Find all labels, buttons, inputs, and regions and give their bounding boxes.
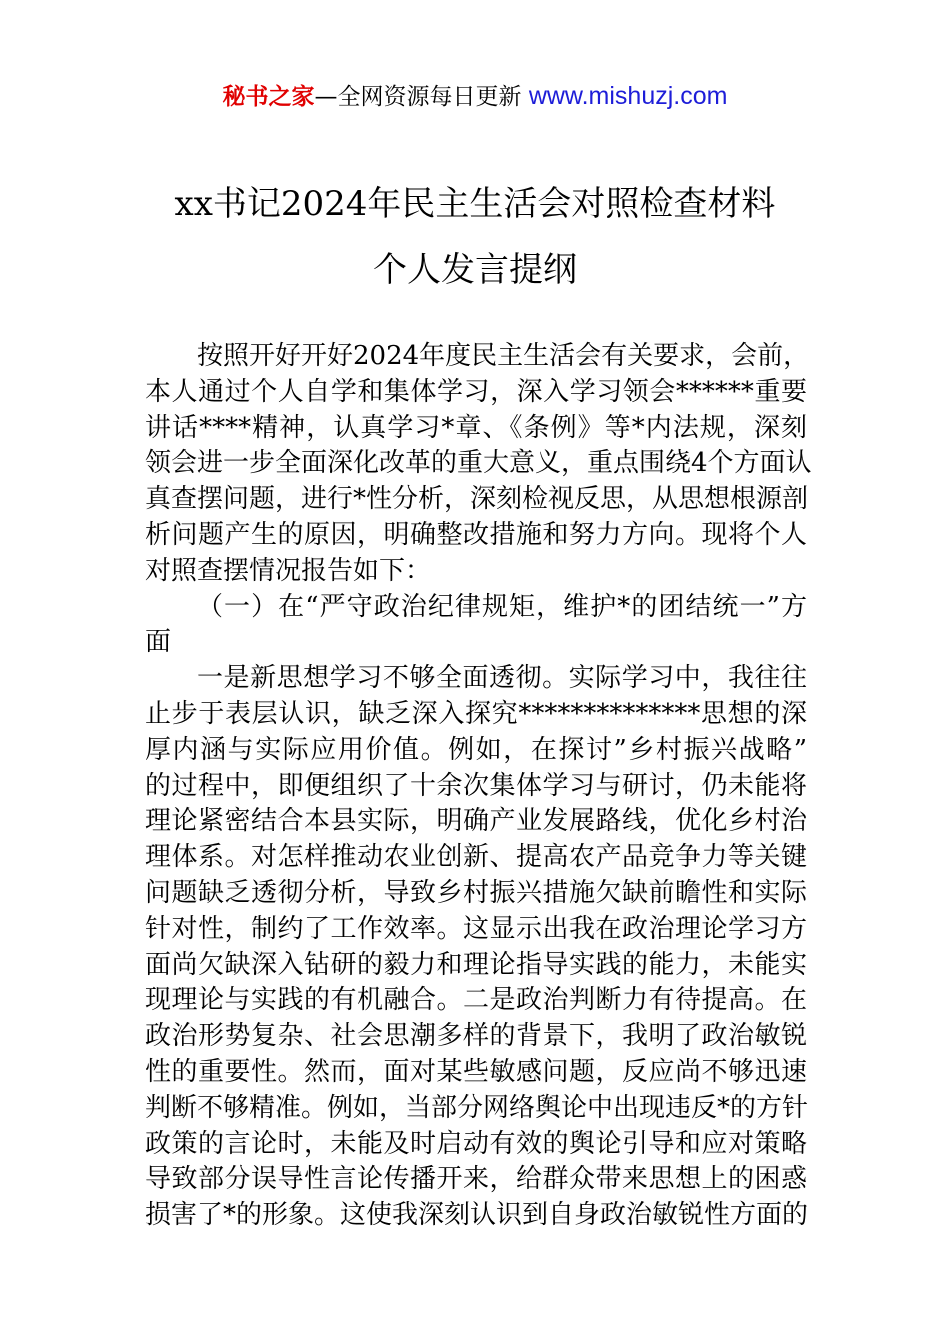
document-title: xx书记2024年民主生活会对照检查材料	[174, 184, 776, 224]
document-subtitle: 个人发言提纲	[373, 250, 577, 290]
body-line: 政治形势复杂、社会思潮多样的背景下，我明了政治敏锐	[145, 1021, 807, 1052]
site-banner	[0, 80, 950, 113]
body-line: 一是新思想学习不够全面透彻。实际学习中，我往往	[197, 663, 807, 694]
body-line: 性的重要性。然而，面对某些敏感问题，反应尚不够迅速	[145, 1056, 807, 1087]
body-line: 判断不够精准。例如，当部分网络舆论中出现违反*的方针	[145, 1092, 809, 1123]
body-line: 讲话****精神，认真学习*章、《条例》等*内法规，深刻	[145, 412, 807, 443]
body-line: 按照开好开好2024年度民主生活会有关要求，会前，	[197, 341, 810, 371]
body-line: 领会进一步全面深化改革的重大意义，重点围绕4个方面认	[145, 448, 812, 479]
body-line: 对照查摆情况报告如下：	[145, 555, 432, 586]
site-brand[interactable]: 秘书之家	[222, 84, 315, 110]
body-line: 析问题产生的原因，明确整改措施和努力方向。现将个人	[145, 519, 807, 550]
body-line: 本人通过个人自学和集体学习，深入学习领会******重要	[145, 376, 807, 407]
body-line: 理论紧密结合本县实际，明确产业发展路线，优化乡村治	[145, 806, 807, 837]
section-heading-continued: 面	[145, 627, 172, 658]
document-body	[145, 339, 812, 1234]
body-line: 损害了*的形象。这使我深刻认识到自身政治敏锐性方面的	[145, 1200, 809, 1231]
site-url-link[interactable]: www.mishuzj.com	[528, 82, 728, 110]
body-line: 针对性，制约了工作效率。这显示出我在政治理论学习方	[145, 913, 807, 944]
site-tagline: —全网资源每日更新	[314, 84, 522, 110]
section-heading: （一）在“严守政治纪律规矩，维护*的团结统一”方	[197, 591, 807, 622]
body-line: 问题缺乏透彻分析，导致乡村振兴措施欠缺前瞻性和实际	[145, 877, 807, 908]
body-line: 理体系。对怎样推动农业创新、提高农产品竞争力等关键	[145, 842, 807, 873]
body-line: 真查摆问题，进行*性分析，深刻检视反思，从思想根源剖	[145, 484, 809, 515]
body-line: 导致部分误导性言论传播开来，给群众带来思想上的困惑	[145, 1164, 807, 1195]
body-line: 政策的言论时，未能及时启动有效的舆论引导和应对策略	[145, 1128, 807, 1159]
body-line: 现理论与实践的有机融合。二是政治判断力有待提高。在	[145, 985, 807, 1016]
body-line: 厚内涵与实际应用价值。例如，在探讨”乡村振兴战略”	[145, 734, 807, 765]
body-line: 面尚欠缺深入钻研的毅力和理论指导实践的能力，未能实	[145, 949, 807, 980]
body-line: 止步于表层认识，缺乏深入探究**************思想的深	[145, 698, 807, 729]
body-line: 的过程中，即便组织了十余次集体学习与研讨，仍未能将	[145, 770, 807, 801]
